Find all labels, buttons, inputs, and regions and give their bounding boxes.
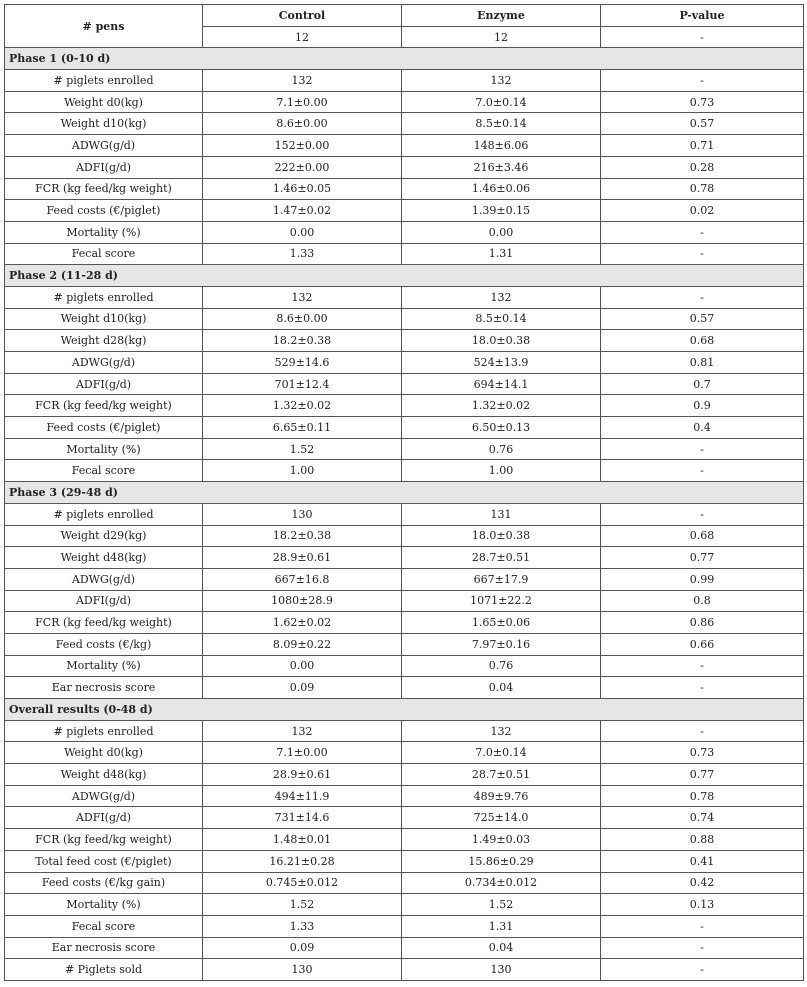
- table-row: [5, 547, 804, 569]
- p-value: 0.68: [601, 525, 804, 547]
- table-row: [5, 720, 804, 742]
- row-label: Ear necrosis score: [5, 937, 203, 959]
- table-row: [5, 503, 804, 525]
- control-value: 132: [203, 70, 402, 92]
- enzyme-value: 132: [402, 286, 601, 308]
- control-value: 0.09: [203, 937, 402, 959]
- table-row: [5, 417, 804, 439]
- table-row: [5, 525, 804, 547]
- row-label: Weight d29(kg): [5, 525, 203, 547]
- enzyme-value: 28.7±0.51: [402, 764, 601, 786]
- table-row: [5, 915, 804, 937]
- enzyme-value: 216±3.46: [402, 156, 601, 178]
- control-value: 1.00: [203, 460, 402, 482]
- table-row: [5, 243, 804, 265]
- control-value: 701±12.4: [203, 373, 402, 395]
- row-label: Mortality (%): [5, 221, 203, 243]
- control-value: 1.33: [203, 243, 402, 265]
- header-p-value: P-value: [601, 5, 804, 27]
- enzyme-value: 7.0±0.14: [402, 91, 601, 113]
- table-row: [5, 612, 804, 634]
- p-value: -: [601, 70, 804, 92]
- p-value: 0.73: [601, 742, 804, 764]
- section-title: Phase 1 (0-10 d): [5, 48, 804, 70]
- enzyme-value: 524±13.9: [402, 352, 601, 374]
- enzyme-value: 131: [402, 503, 601, 525]
- control-value: 0.00: [203, 655, 402, 677]
- control-value: 132: [203, 720, 402, 742]
- control-value: 6.65±0.11: [203, 417, 402, 439]
- p-value: 0.88: [601, 829, 804, 851]
- row-label: # piglets enrolled: [5, 720, 203, 742]
- p-value: 0.57: [601, 113, 804, 135]
- pens-count-control: 12: [203, 26, 402, 48]
- control-value: 8.6±0.00: [203, 308, 402, 330]
- control-value: 7.1±0.00: [203, 742, 402, 764]
- table-row: [5, 352, 804, 374]
- enzyme-value: 148±6.06: [402, 135, 601, 157]
- row-label: # piglets enrolled: [5, 286, 203, 308]
- control-value: 1.52: [203, 894, 402, 916]
- enzyme-value: 1.39±0.15: [402, 200, 601, 222]
- row-label: Weight d28(kg): [5, 330, 203, 352]
- p-value: 0.99: [601, 568, 804, 590]
- p-value: 0.78: [601, 785, 804, 807]
- row-label: Fecal score: [5, 915, 203, 937]
- table-row: [5, 286, 804, 308]
- control-value: 8.6±0.00: [203, 113, 402, 135]
- p-value: 0.81: [601, 352, 804, 374]
- row-label: Weight d10(kg): [5, 113, 203, 135]
- enzyme-value: 0.76: [402, 655, 601, 677]
- control-value: 132: [203, 286, 402, 308]
- table-row: [5, 829, 804, 851]
- row-label: ADFI(g/d): [5, 156, 203, 178]
- row-label: Ear necrosis score: [5, 677, 203, 699]
- enzyme-value: 0.04: [402, 677, 601, 699]
- row-label: ADWG(g/d): [5, 135, 203, 157]
- p-value: 0.9: [601, 395, 804, 417]
- enzyme-value: 8.5±0.14: [402, 113, 601, 135]
- row-label: # piglets enrolled: [5, 70, 203, 92]
- table-row: [5, 135, 804, 157]
- enzyme-value: 7.0±0.14: [402, 742, 601, 764]
- p-value: -: [601, 243, 804, 265]
- table-row: [5, 937, 804, 959]
- p-value: 0.57: [601, 308, 804, 330]
- control-value: 1.32±0.02: [203, 395, 402, 417]
- enzyme-value: 132: [402, 70, 601, 92]
- control-value: 0.00: [203, 221, 402, 243]
- p-value: -: [601, 720, 804, 742]
- p-value: -: [601, 677, 804, 699]
- control-value: 494±11.9: [203, 785, 402, 807]
- enzyme-value: 1.00: [402, 460, 601, 482]
- p-value: -: [601, 503, 804, 525]
- enzyme-value: 1071±22.2: [402, 590, 601, 612]
- header-pens-label: # pens: [5, 5, 203, 48]
- row-label: FCR (kg feed/kg weight): [5, 829, 203, 851]
- enzyme-value: 1.46±0.06: [402, 178, 601, 200]
- p-value: 0.74: [601, 807, 804, 829]
- row-label: ADWG(g/d): [5, 568, 203, 590]
- table-row: [5, 959, 804, 981]
- row-label: Mortality (%): [5, 894, 203, 916]
- table-row: [5, 850, 804, 872]
- p-value: -: [601, 915, 804, 937]
- control-value: 1.33: [203, 915, 402, 937]
- pens-count-p-value: -: [601, 26, 804, 48]
- control-value: 152±0.00: [203, 135, 402, 157]
- results-table-body: [5, 5, 804, 981]
- enzyme-value: 725±14.0: [402, 807, 601, 829]
- p-value: 0.73: [601, 91, 804, 113]
- enzyme-value: 489±9.76: [402, 785, 601, 807]
- table-row: [5, 178, 804, 200]
- row-label: Feed costs (€/piglet): [5, 417, 203, 439]
- section-title: Overall results (0-48 d): [5, 699, 804, 721]
- table-row: [5, 70, 804, 92]
- table-row: [5, 633, 804, 655]
- enzyme-value: 15.86±0.29: [402, 850, 601, 872]
- results-table: [4, 4, 804, 981]
- row-label: Weight d10(kg): [5, 308, 203, 330]
- p-value: -: [601, 959, 804, 981]
- control-value: 0.09: [203, 677, 402, 699]
- enzyme-value: 1.65±0.06: [402, 612, 601, 634]
- table-row: [5, 764, 804, 786]
- section-header-row: [5, 48, 804, 70]
- row-label: Fecal score: [5, 460, 203, 482]
- row-label: ADWG(g/d): [5, 352, 203, 374]
- row-label: Fecal score: [5, 243, 203, 265]
- control-value: 1.47±0.02: [203, 200, 402, 222]
- control-value: 18.2±0.38: [203, 330, 402, 352]
- table-row: [5, 655, 804, 677]
- table-row: [5, 330, 804, 352]
- row-label: ADFI(g/d): [5, 590, 203, 612]
- p-value: -: [601, 655, 804, 677]
- control-value: 529±14.6: [203, 352, 402, 374]
- section-title: Phase 2 (11-28 d): [5, 265, 804, 287]
- table-row: [5, 677, 804, 699]
- section-header-row: [5, 482, 804, 504]
- p-value: -: [601, 286, 804, 308]
- row-label: Weight d0(kg): [5, 91, 203, 113]
- enzyme-value: 6.50±0.13: [402, 417, 601, 439]
- p-value: 0.7: [601, 373, 804, 395]
- enzyme-value: 0.04: [402, 937, 601, 959]
- p-value: 0.42: [601, 872, 804, 894]
- table-row: [5, 872, 804, 894]
- table-row: [5, 894, 804, 916]
- control-value: 28.9±0.61: [203, 764, 402, 786]
- table-row: [5, 221, 804, 243]
- table-row: [5, 395, 804, 417]
- table-row: [5, 785, 804, 807]
- row-label: FCR (kg feed/kg weight): [5, 612, 203, 634]
- row-label: ADFI(g/d): [5, 807, 203, 829]
- p-value: -: [601, 937, 804, 959]
- enzyme-value: 18.0±0.38: [402, 330, 601, 352]
- p-value: -: [601, 460, 804, 482]
- p-value: 0.71: [601, 135, 804, 157]
- header-control: Control: [203, 5, 402, 27]
- control-value: 731±14.6: [203, 807, 402, 829]
- enzyme-value: 1.32±0.02: [402, 395, 601, 417]
- p-value: 0.4: [601, 417, 804, 439]
- row-label: ADFI(g/d): [5, 373, 203, 395]
- enzyme-value: 0.76: [402, 438, 601, 460]
- control-value: 1.48±0.01: [203, 829, 402, 851]
- row-label: Feed costs (€/kg gain): [5, 872, 203, 894]
- enzyme-value: 1.31: [402, 915, 601, 937]
- enzyme-value: 667±17.9: [402, 568, 601, 590]
- control-value: 222±0.00: [203, 156, 402, 178]
- p-value: 0.02: [601, 200, 804, 222]
- control-value: 1080±28.9: [203, 590, 402, 612]
- control-value: 16.21±0.28: [203, 850, 402, 872]
- header-enzyme: Enzyme: [402, 5, 601, 27]
- enzyme-value: 7.97±0.16: [402, 633, 601, 655]
- section-title: Phase 3 (29-48 d): [5, 482, 804, 504]
- row-label: ADWG(g/d): [5, 785, 203, 807]
- section-header-row: [5, 699, 804, 721]
- control-value: 28.9±0.61: [203, 547, 402, 569]
- enzyme-value: 0.00: [402, 221, 601, 243]
- enzyme-value: 1.31: [402, 243, 601, 265]
- table-row: [5, 113, 804, 135]
- p-value: 0.78: [601, 178, 804, 200]
- header-row: [5, 5, 804, 27]
- p-value: -: [601, 221, 804, 243]
- enzyme-value: 8.5±0.14: [402, 308, 601, 330]
- control-value: 130: [203, 959, 402, 981]
- enzyme-value: 130: [402, 959, 601, 981]
- enzyme-value: 1.52: [402, 894, 601, 916]
- table-row: [5, 200, 804, 222]
- table-row: [5, 460, 804, 482]
- enzyme-value: 18.0±0.38: [402, 525, 601, 547]
- row-label: FCR (kg feed/kg weight): [5, 395, 203, 417]
- p-value: 0.28: [601, 156, 804, 178]
- table-row: [5, 156, 804, 178]
- table-row: [5, 373, 804, 395]
- control-value: 130: [203, 503, 402, 525]
- control-value: 667±16.8: [203, 568, 402, 590]
- p-value: 0.68: [601, 330, 804, 352]
- control-value: 7.1±0.00: [203, 91, 402, 113]
- p-value: 0.8: [601, 590, 804, 612]
- row-label: Mortality (%): [5, 438, 203, 460]
- pens-count-enzyme: 12: [402, 26, 601, 48]
- row-label: Weight d0(kg): [5, 742, 203, 764]
- p-value: 0.77: [601, 764, 804, 786]
- control-value: 18.2±0.38: [203, 525, 402, 547]
- p-value: 0.41: [601, 850, 804, 872]
- table-row: [5, 568, 804, 590]
- p-value: 0.77: [601, 547, 804, 569]
- enzyme-value: 694±14.1: [402, 373, 601, 395]
- table-row: [5, 91, 804, 113]
- control-value: 1.62±0.02: [203, 612, 402, 634]
- table-row: [5, 438, 804, 460]
- row-label: Feed costs (€/piglet): [5, 200, 203, 222]
- enzyme-value: 0.734±0.012: [402, 872, 601, 894]
- control-value: 0.745±0.012: [203, 872, 402, 894]
- table-row: [5, 807, 804, 829]
- table-row: [5, 308, 804, 330]
- table-row: [5, 742, 804, 764]
- p-value: -: [601, 438, 804, 460]
- p-value: 0.86: [601, 612, 804, 634]
- table-row: [5, 590, 804, 612]
- row-label: Mortality (%): [5, 655, 203, 677]
- p-value: 0.13: [601, 894, 804, 916]
- control-value: 1.52: [203, 438, 402, 460]
- row-label: FCR (kg feed/kg weight): [5, 178, 203, 200]
- row-label: Total feed cost (€/piglet): [5, 850, 203, 872]
- row-label: # piglets enrolled: [5, 503, 203, 525]
- row-label: Weight d48(kg): [5, 764, 203, 786]
- row-label: Feed costs (€/kg): [5, 633, 203, 655]
- control-value: 1.46±0.05: [203, 178, 402, 200]
- section-header-row: [5, 265, 804, 287]
- p-value: 0.66: [601, 633, 804, 655]
- enzyme-value: 132: [402, 720, 601, 742]
- row-label: Weight d48(kg): [5, 547, 203, 569]
- enzyme-value: 28.7±0.51: [402, 547, 601, 569]
- row-label: # Piglets sold: [5, 959, 203, 981]
- enzyme-value: 1.49±0.03: [402, 829, 601, 851]
- control-value: 8.09±0.22: [203, 633, 402, 655]
